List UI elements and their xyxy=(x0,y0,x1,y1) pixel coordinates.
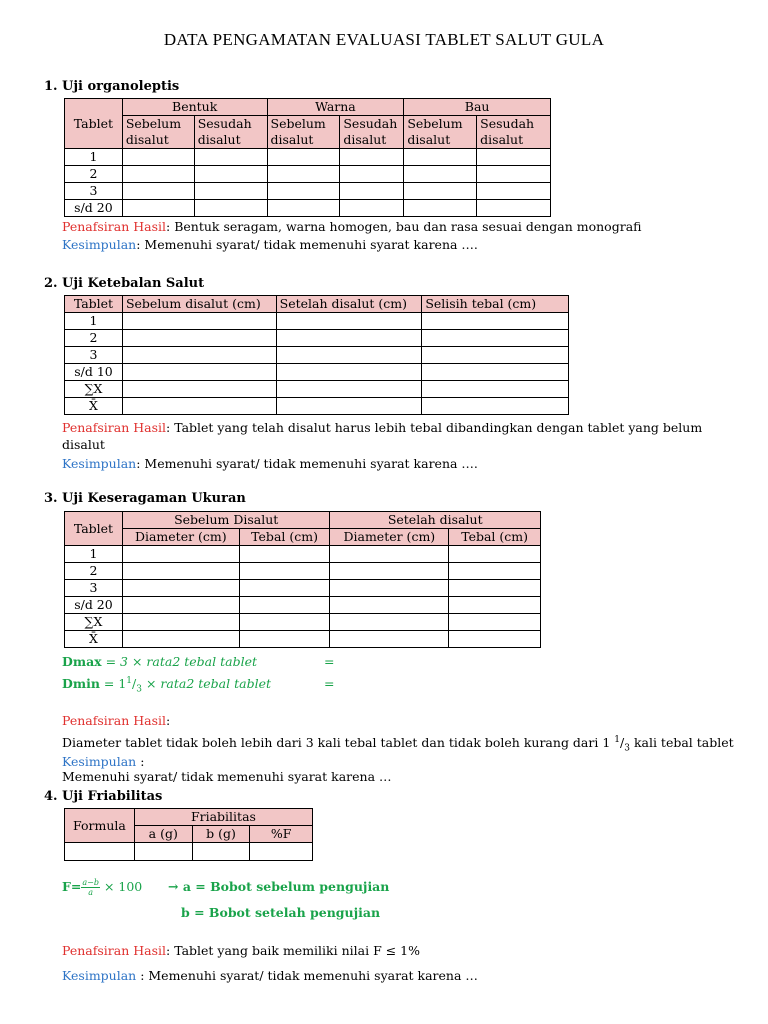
friabilitas-table xyxy=(64,808,313,861)
row-label: X̄ xyxy=(65,631,123,648)
table-row xyxy=(65,364,569,381)
section-1-heading: 1. Uji organoleptis xyxy=(44,79,180,94)
table-row xyxy=(65,614,541,631)
row-label: 3 xyxy=(65,347,123,364)
s1-conclusion: Kesimpulan: Memenuhi syarat/ tidak memenuhi syarat karena …. xyxy=(62,237,478,252)
table-row xyxy=(65,313,569,330)
header-selisih: Selisih tebal (cm) xyxy=(422,296,569,313)
s4-interpretation: Penafsiran Hasil: Tablet yang baik memiliki nilai F ≤ 1% xyxy=(62,943,420,958)
organoleptis-table xyxy=(64,98,551,217)
table-row xyxy=(65,580,541,597)
table-row xyxy=(65,546,541,563)
header-sebelum: Sebelum disalut (cm) xyxy=(122,296,276,313)
header-tablet: Tablet xyxy=(65,99,123,149)
header-tablet: Tablet xyxy=(65,296,123,313)
row-label: 1 xyxy=(65,546,123,563)
row-label: s/d 20 xyxy=(65,200,123,217)
header-sebelum-disalut: Sebelum Disalut xyxy=(122,512,330,529)
header-sebelum: Sebelum disalut xyxy=(404,116,477,149)
header-tebal: Tebal (cm) xyxy=(239,529,330,546)
keseragaman-ukuran-table xyxy=(64,511,541,648)
page-title: DATA PENGAMATAN EVALUASI TABLET SALUT GULA xyxy=(163,30,605,49)
table-row xyxy=(65,166,551,183)
row-label: 2 xyxy=(65,166,123,183)
header-bentuk: Bentuk xyxy=(122,99,267,116)
table-row xyxy=(65,381,569,398)
s3-interpretation-label: Penafsiran Hasil: xyxy=(62,713,171,728)
header-formula: Formula xyxy=(65,809,135,843)
s2-conclusion: Kesimpulan: Memenuhi syarat/ tidak memenuhi syarat karena …. xyxy=(62,456,478,471)
row-label: 3 xyxy=(65,580,123,597)
table-row xyxy=(65,183,551,200)
header-sesudah: Sesudah disalut xyxy=(340,116,404,149)
table-row xyxy=(65,149,551,166)
s2-interpretation: Penafsiran Hasil: Tablet yang telah disalut harus lebih tebal dibandingkan dengan tablet yang belum xyxy=(62,420,703,435)
row-label: X̄ xyxy=(65,398,123,415)
header-setelah: Setelah disalut (cm) xyxy=(276,296,422,313)
row-label: ∑X xyxy=(65,381,123,398)
table-row xyxy=(65,330,569,347)
dmin-formula: $Dmin = 1^1/_3$ × rata2 tebal tablet = xyxy=(62,676,335,695)
row-label: 3 xyxy=(65,183,123,200)
row-label: s/d 10 xyxy=(65,364,123,381)
s3-interpretation: Diameter tablet tidak boleh lebih dari 3 kali tebal tablet dan tidak boleh kurang dari 1 $^1/_3$ kali tebal tablet xyxy=(62,735,734,754)
s3-conclusion: Memenuhi syarat/ tidak memenuhi syarat karena … xyxy=(62,769,392,784)
definition-a: → a = Bobot sebelum pengujian xyxy=(168,879,390,894)
header-sesudah: Sesudah disalut xyxy=(194,116,267,149)
header-a: a (g) xyxy=(134,826,192,843)
section-3-heading: 3. Uji Keseragaman Ukuran xyxy=(44,491,246,506)
header-warna: Warna xyxy=(267,99,404,116)
ketebalan-salut-table xyxy=(64,295,569,415)
s1-interpretation: Penafsiran Hasil: Bentuk seragam, warna homogen, bau dan rasa sesuai dengan monografi xyxy=(62,219,642,234)
header-tebal: Tebal (cm) xyxy=(449,529,541,546)
friabilitas-formula: F= $\frac{a-b}{a}$ × 100 xyxy=(62,878,143,897)
row-label: s/d 20 xyxy=(65,597,123,614)
table-row xyxy=(65,398,569,415)
header-friabilitas: Friabilitas xyxy=(134,809,312,826)
table-row xyxy=(65,843,313,861)
dmax-formula: Dmax = 3 × rata2 tebal tablet = xyxy=(62,654,335,669)
section-2-heading: 2. Uji Ketebalan Salut xyxy=(44,276,205,291)
header-bau: Bau xyxy=(404,99,551,116)
header-sesudah: Sesudah disalut xyxy=(477,116,551,149)
row-label: 1 xyxy=(65,313,123,330)
header-diameter: Diameter (cm) xyxy=(122,529,239,546)
row-label: 2 xyxy=(65,330,123,347)
table-row xyxy=(65,597,541,614)
table-row xyxy=(65,563,541,580)
table-row xyxy=(65,347,569,364)
s4-conclusion: Kesimpulan : Memenuhi syarat/ tidak memenuhi syarat karena … xyxy=(62,968,478,983)
definition-b: b = Bobot setelah pengujian xyxy=(181,905,381,920)
header-diameter: Diameter (cm) xyxy=(330,529,449,546)
header-setelah-disalut: Setelah disalut xyxy=(330,512,541,529)
section-4-heading: 4. Uji Friabilitas xyxy=(44,789,163,804)
s3-conclusion-label: Kesimpulan : xyxy=(62,754,145,769)
header-sebelum: Sebelum disalut xyxy=(122,116,194,149)
row-label: 2 xyxy=(65,563,123,580)
s2-interpretation-cont: disalut xyxy=(62,437,105,452)
table-row xyxy=(65,200,551,217)
row-label: ∑X xyxy=(65,614,123,631)
header-b: b (g) xyxy=(192,826,250,843)
row-label: 1 xyxy=(65,149,123,166)
header-tablet: Tablet xyxy=(65,512,123,546)
table-row xyxy=(65,631,541,648)
header-sebelum: Sebelum disalut xyxy=(267,116,340,149)
header-percent-f: %F xyxy=(250,826,313,843)
